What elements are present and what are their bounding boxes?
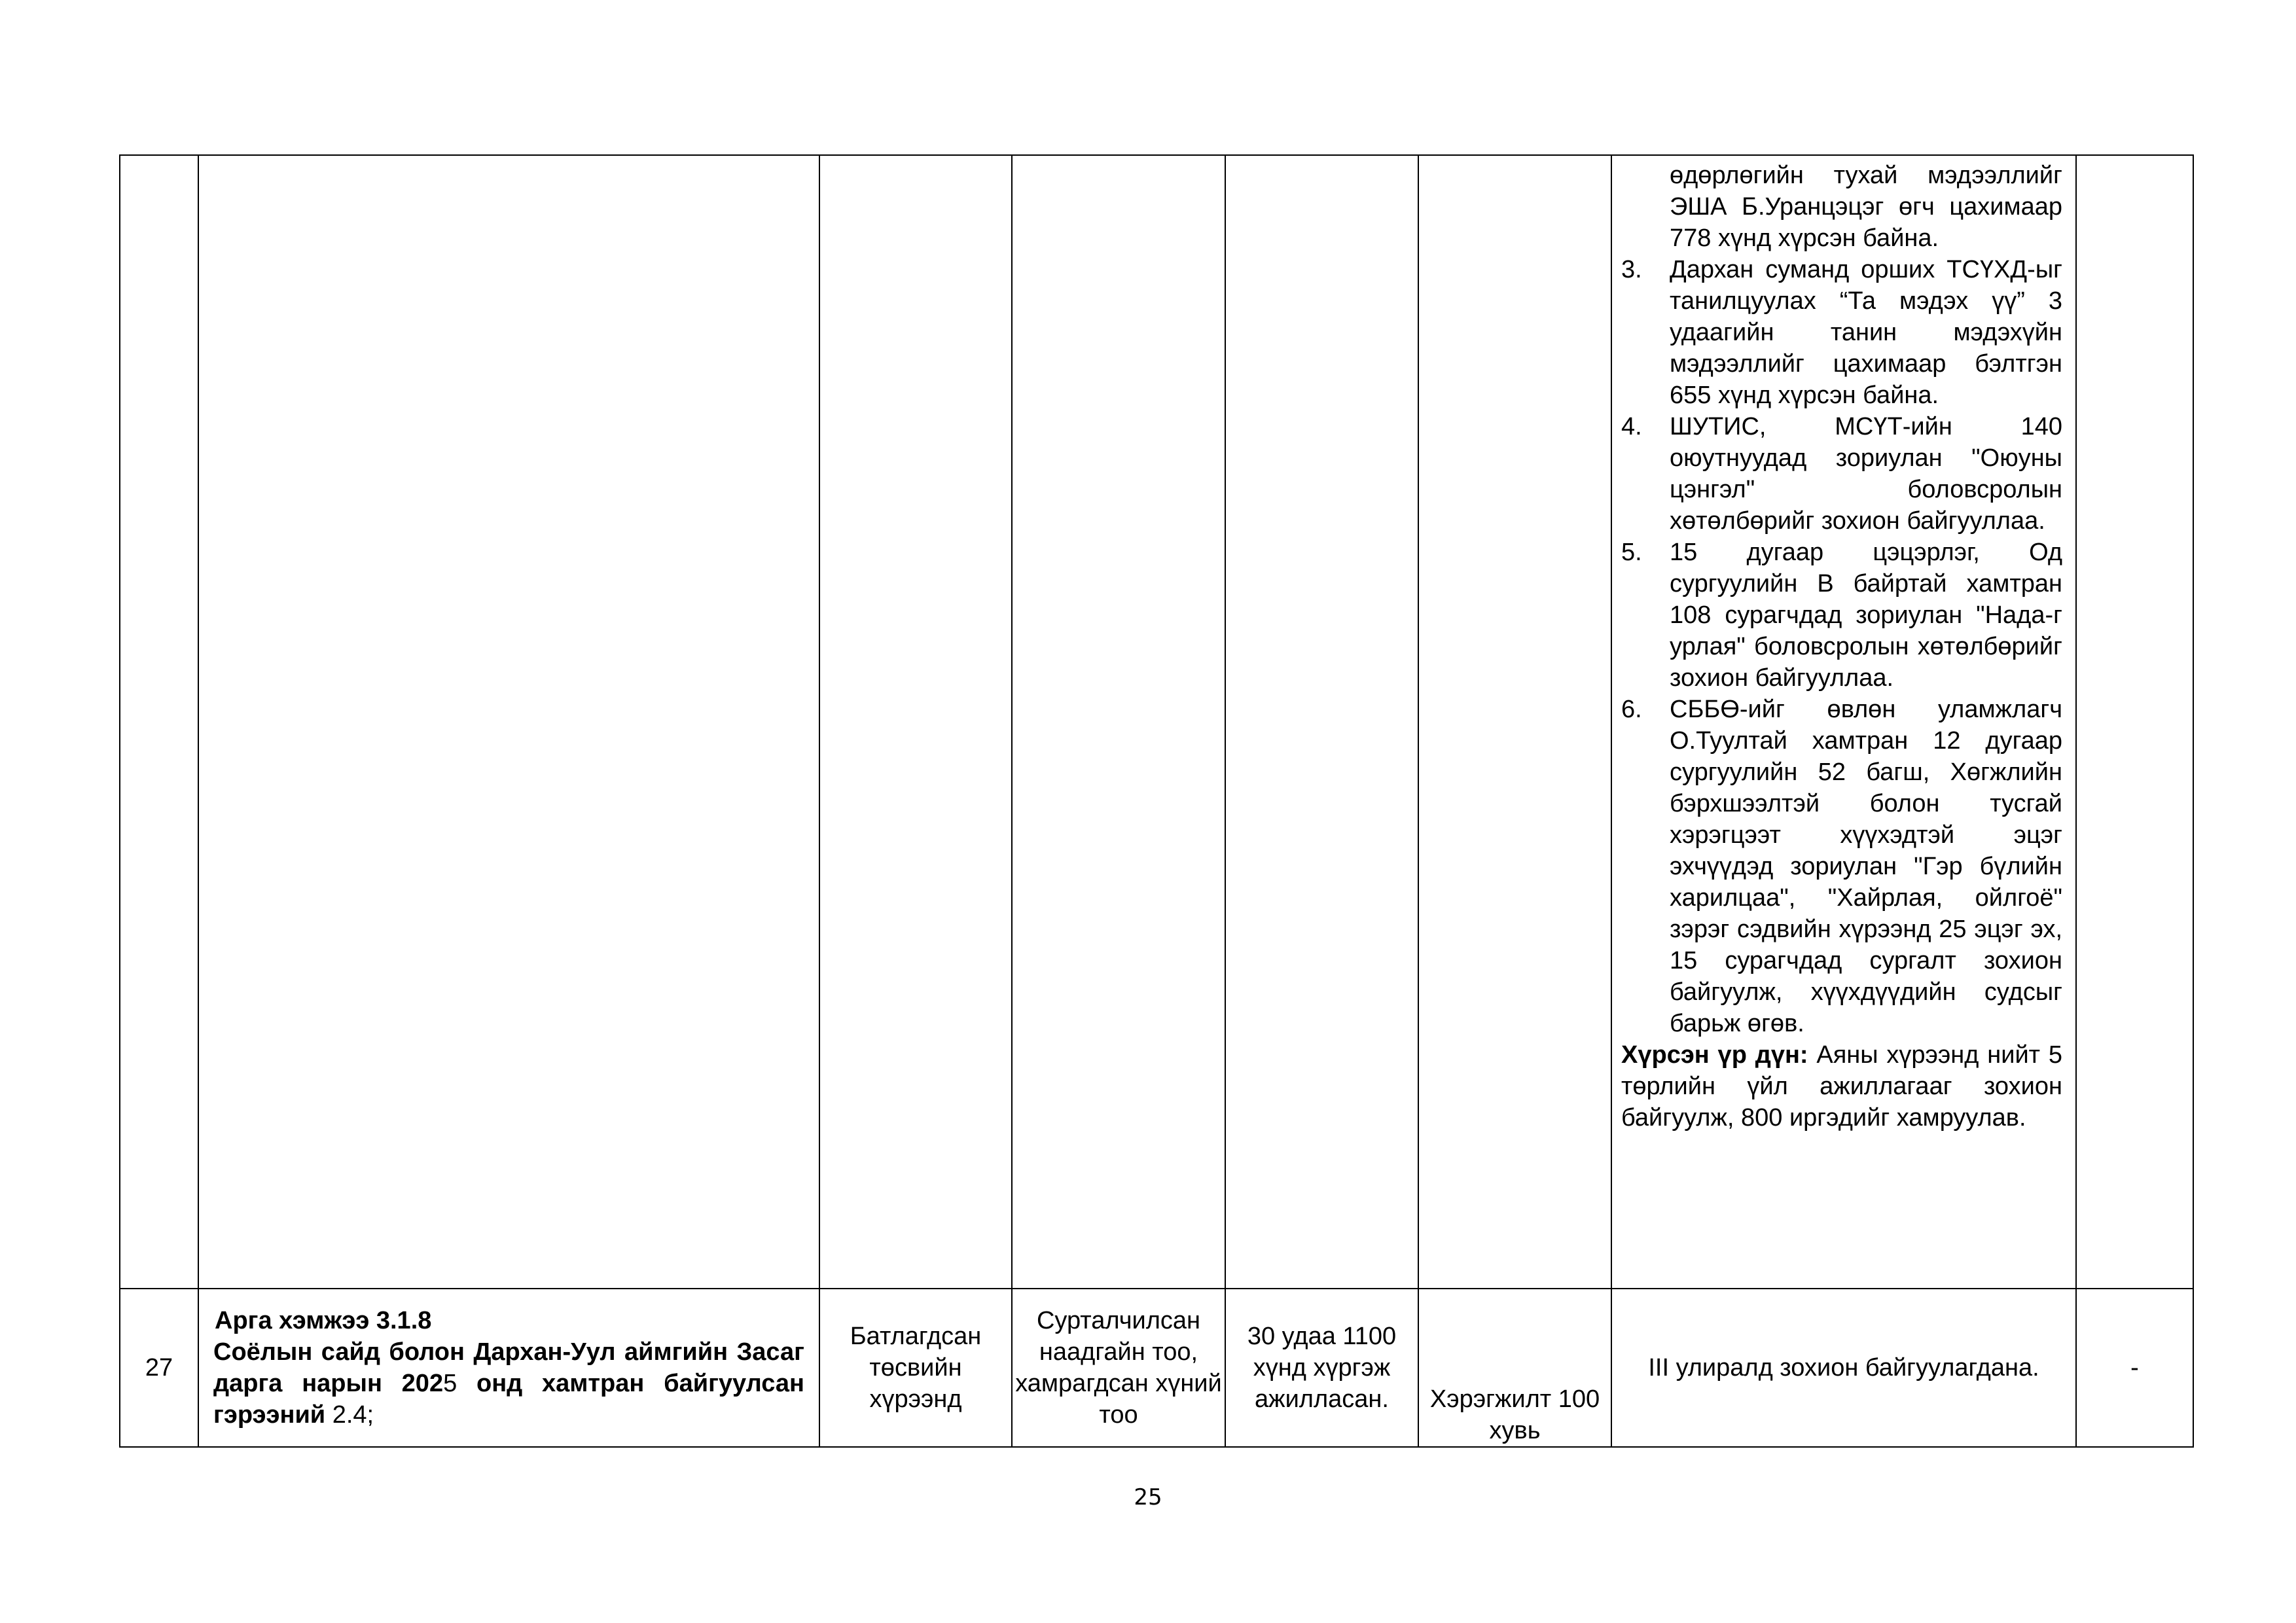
cell-activity-empty	[198, 155, 819, 1289]
cell-progress-continued	[1611, 155, 2076, 1289]
cell-percent-empty	[2076, 155, 2193, 1289]
table-row-continued	[120, 155, 2193, 1289]
list-item-number: 5.	[1621, 539, 1642, 566]
activity-text-bold: онд хамтран байгуулсан гэрээний	[213, 1370, 804, 1429]
progress-list-item	[1621, 537, 2062, 694]
summary-text: Аяны хүрээнд нийт 5 төрлийн үйл ажиллагааг зохион байгуулж, 800 иргэдийг хамруулав.	[1621, 1041, 2062, 1132]
list-item-number: 3.	[1621, 256, 1642, 283]
cell-number-empty	[120, 155, 198, 1289]
activity-text-bold: Соёлын сайд болон Дархан-Уул аймгийн Засаг дарга нарын 202	[213, 1338, 804, 1397]
cell-indicator: Сурталчилсан наадгайн тоо, хамрагдсан хүний тоо	[1012, 1289, 1225, 1447]
cell-basis-empty	[819, 155, 1012, 1289]
activity-description	[213, 1336, 804, 1431]
cell-result-empty	[1418, 155, 1611, 1289]
progress-summary	[1621, 1039, 2062, 1133]
progress-text-block	[1612, 156, 2075, 1133]
progress-list-item	[1621, 254, 2062, 411]
cell-target-empty	[1225, 155, 1418, 1289]
activity-text-plain: 5	[443, 1370, 457, 1397]
progress-list-item	[1621, 411, 2062, 537]
cell-row-number: 27	[120, 1289, 198, 1447]
cell-indicator-empty	[1012, 155, 1225, 1289]
cell-percent: -	[2076, 1289, 2193, 1447]
cell-basis: Батлагдсан төсвийн хүрээнд	[819, 1289, 1012, 1447]
list-item-text: Дархан суманд орших ТСҮХД-ыг танилцуулах “Та мэдэх үү” 3 удаагийн танин мэдэхүйн мэдээллийг цахимаар бэлтгэн 655 хүнд хүрсэн байна.	[1670, 256, 2062, 409]
activity-title: Арга хэмжээ 3.1.8	[215, 1307, 432, 1334]
cell-progress: III улиралд зохион байгуулагдана.	[1611, 1289, 2076, 1447]
list-item-text: СББӨ-ийг өвлөн уламжлагч О.Туултай хамтран 12 дугаар сургуулийн 52 багш, Хөгжлийн бэрхшээлтэй болон тусгай хэрэгцээт хүүхэдтэй эцэг эхчүүдэд зориулан "Гэр бүлийн харилцаа", "Хайрлая, ойлгоё" зэрэг сэдвийн хүрээнд 25 эцэг эх, 15 сурагчдад сургалт зохион байгуулж, хүүхдүүдийн судсыг барьж өгөв.	[1670, 696, 2062, 1037]
list-item-text: ШУТИС, МСҮТ-ийн 140 оюутнуудад зориулан "Оюуны цэнгэл" боловсролын хөтөлбөрийг зохион байгууллаа.	[1670, 413, 2062, 535]
cell-target: 30 удаа 1100 хүнд хүргэж ажилласан.	[1225, 1289, 1418, 1447]
list-item-number: 4.	[1621, 413, 1642, 440]
progress-lead-text: өдөрлөгийн тухай мэдээллийг ЭША Б.Уранцэцэг өгч цахимаар 778 хүнд хүрсэн байна.	[1670, 162, 2062, 252]
cell-result: Хэрэгжилт 100 хувь	[1418, 1289, 1611, 1447]
activity-text-plain: 2.4;	[325, 1401, 374, 1429]
progress-list	[1621, 254, 2062, 1039]
summary-label: Хүрсэн үр дүн:	[1621, 1041, 1808, 1069]
list-item-number: 6.	[1621, 696, 1642, 723]
report-table	[119, 154, 2194, 1448]
cell-activity	[198, 1289, 819, 1447]
table-row-27	[120, 1289, 2193, 1447]
page-number: 25	[1134, 1484, 1162, 1510]
list-item-text: 15 дугаар цэцэрлэг, Од сургуулийн В байртай хамтран 108 сурагчдад зориулан "Нада-г урлая" боловсролын хөтөлбөрийг зохион байгууллаа.	[1670, 539, 2062, 692]
progress-list-item	[1621, 694, 2062, 1039]
